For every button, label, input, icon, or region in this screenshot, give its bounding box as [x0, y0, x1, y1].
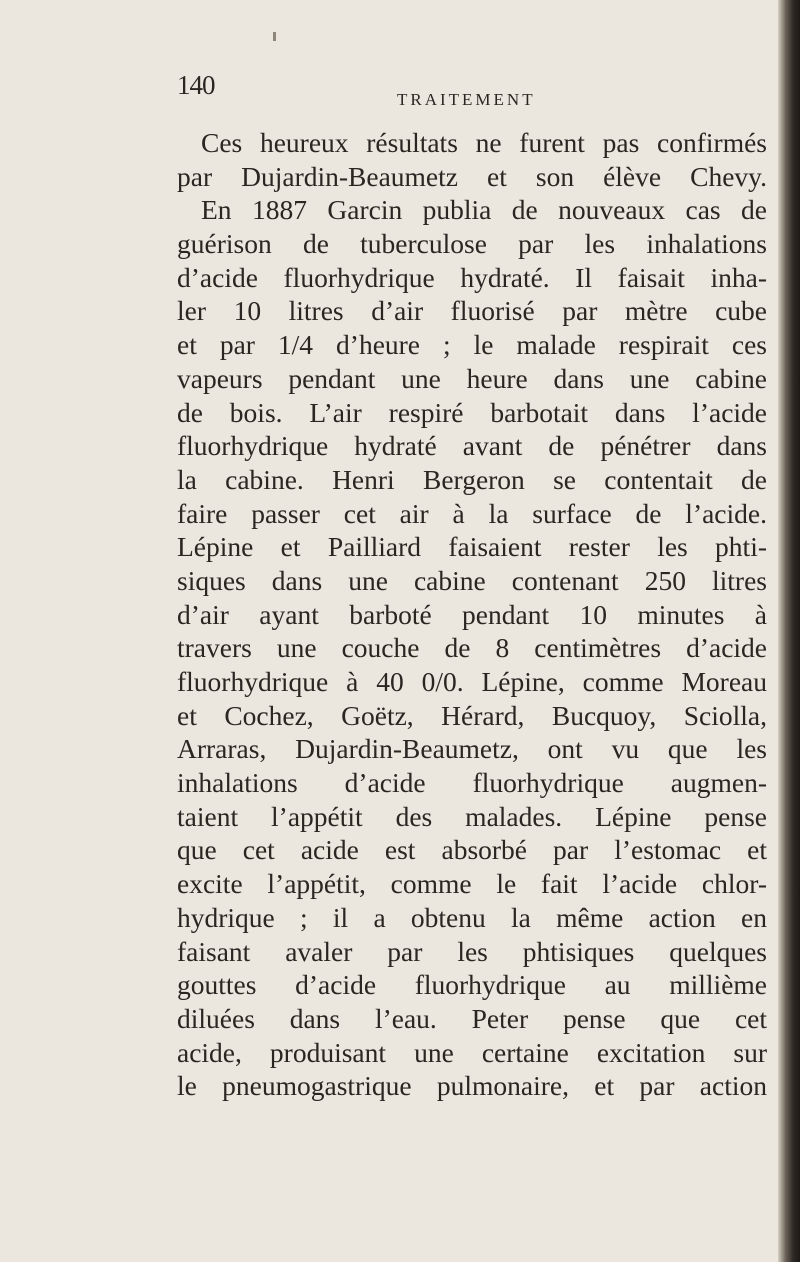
- print-speck: [273, 32, 276, 41]
- text-line: Lépine et Pailliard faisaient rester les phti-: [177, 531, 767, 563]
- text-line: par Dujardin-Beaumetz et son élève Chevy.: [177, 160, 767, 192]
- text-line: En 1887 Garcin publia de nouveaux cas de: [201, 194, 767, 226]
- page-edge-shadow: [778, 0, 800, 1262]
- text-line: faire passer cet air à la surface de l’acide.: [177, 497, 767, 529]
- text-line: le pneumogastrique pulmonaire, et par action: [177, 1070, 767, 1102]
- text-line: gouttes d’acide fluorhydrique au millième: [177, 969, 767, 1001]
- text-line: inhalations d’acide fluorhydrique augmen-: [177, 767, 767, 799]
- text-line: Ces heureux résultats ne furent pas confirmés: [201, 127, 767, 158]
- page-number: 140: [177, 70, 215, 100]
- text-line: taient l’appétit des malades. Lépine pense: [177, 800, 767, 832]
- text-line: d’air ayant barboté pendant 10 minutes à: [177, 598, 767, 630]
- text-line: de bois. L’air respiré barbotait dans l’acide: [177, 396, 767, 428]
- text-line: d’acide fluorhydrique hydraté. Il faisait inha-: [177, 261, 767, 293]
- text-line: guérison de tuberculose par les inhalations: [177, 228, 767, 260]
- text-line: siques dans une cabine contenant 250 litres: [177, 564, 767, 596]
- body-text: [177, 126, 767, 1103]
- text-line: hydrique ; il a obtenu la même action en: [177, 901, 767, 933]
- text-line: fluorhydrique hydraté avant de pénétrer dans: [177, 430, 767, 462]
- text-line: la cabine. Henri Bergeron se contentait de: [177, 463, 767, 495]
- text-line: que cet acide est absorbé par l’estomac et: [177, 834, 767, 866]
- text-line: fluorhydrique à 40 0/0. Lépine, comme Moreau: [177, 666, 767, 697]
- text-line: et par 1/4 d’heure ; le malade respirait ces: [177, 329, 767, 361]
- text-line: diluées dans l’eau. Peter pense que cet: [177, 1002, 767, 1034]
- text-line: et Cochez, Goëtz, Hérard, Bucquoy, Sciolla,: [177, 699, 767, 731]
- text-line: travers une couche de 8 centimètres d’acide: [177, 632, 767, 664]
- text-line: faisant avaler par les phtisiques quelques: [177, 935, 767, 967]
- text-line: vapeurs pendant une heure dans une cabine: [177, 362, 767, 394]
- text-line: acide, produisant une certaine excitation sur: [177, 1036, 767, 1068]
- page-header: [177, 70, 777, 110]
- running-head: TRAITEMENT: [397, 90, 536, 109]
- text-line: excite l’appétit, comme le fait l’acide chlor-: [177, 868, 767, 900]
- text-line: ler 10 litres d’air fluorisé par mètre cube: [177, 295, 767, 327]
- text-line: Arraras, Dujardin-Beaumetz, ont vu que les: [177, 733, 767, 765]
